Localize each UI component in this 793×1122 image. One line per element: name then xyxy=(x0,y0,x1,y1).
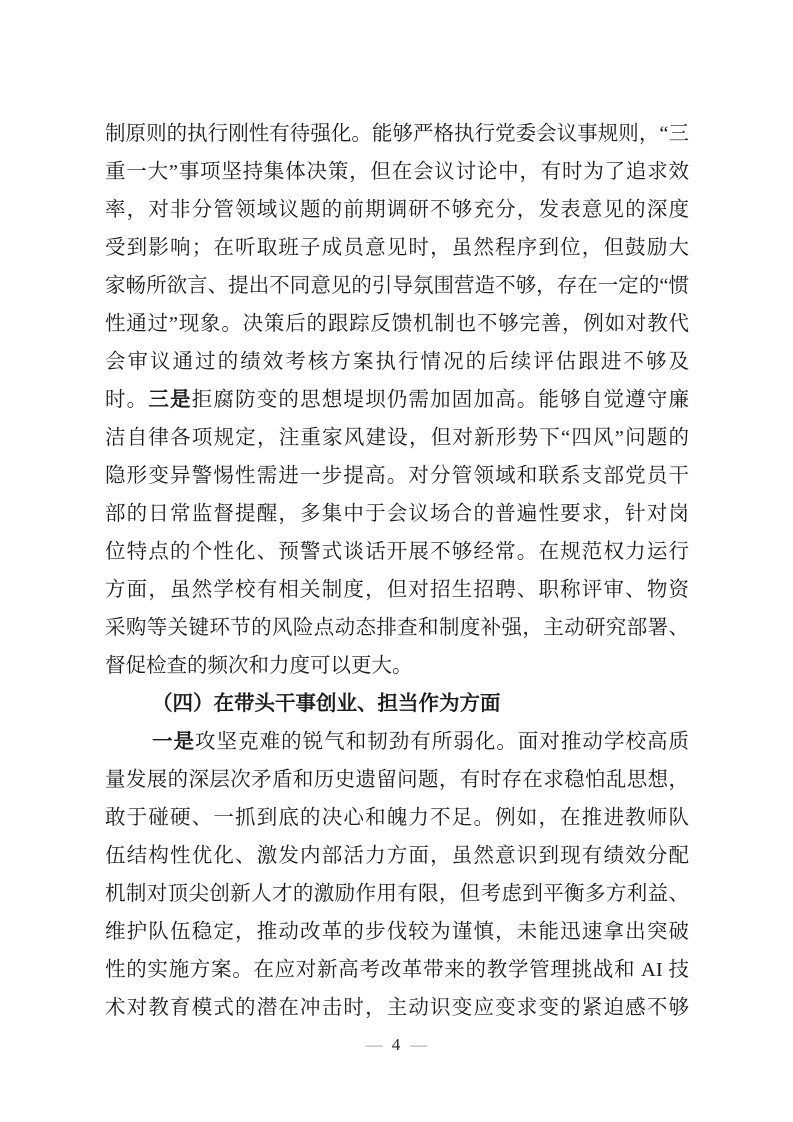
page-footer xyxy=(0,1033,793,1057)
text-run: 率，对非分管领域议题的前期调研不够充分，发表意见的深度 xyxy=(105,199,689,221)
text-run: 敢于碰硬、一抓到底的决心和魄力不足。例如，在推进教师队 xyxy=(105,807,689,829)
text-run: 重一大”事项坚持集体决策，但在会议讨论中，有时为了追求效 xyxy=(105,161,689,183)
section-heading xyxy=(105,685,689,723)
page-number: 4 xyxy=(391,1035,402,1054)
text-line xyxy=(105,343,689,381)
text-run: 采购等关键环节的风险点动态排查和制度补强，主动研究部署、 xyxy=(105,617,689,639)
text-line xyxy=(105,533,689,571)
text-line xyxy=(105,191,689,229)
footer-right-dash: — xyxy=(410,1035,428,1054)
text-line xyxy=(105,647,689,685)
text-run: 督促检查的频次和力度可以更大。 xyxy=(105,655,413,677)
text-run: 会审议通过的绩效考核方案执行情况的后续评估跟进不够及 xyxy=(105,351,689,373)
text-run: 洁自律各项规定，注重家风建设，但对新形势下“四风”问题的 xyxy=(105,427,689,449)
text-line xyxy=(105,571,689,609)
document-body xyxy=(105,115,689,1027)
text-line xyxy=(105,913,689,951)
text-run: 隐形变异警惕性需进一步提高。对分管领域和联系支部党员干 xyxy=(105,465,689,487)
text-line xyxy=(105,951,689,989)
text-run-bold: 三是 xyxy=(148,388,192,411)
section-4-body xyxy=(105,723,689,1027)
text-run: 部的日常监督提醒，多集中于会议场合的普遍性要求，针对岗 xyxy=(105,503,689,525)
text-line xyxy=(105,799,689,837)
text-run: 伍结构性优化、激发内部活力方面，虽然意识到现有绩效分配 xyxy=(105,845,689,867)
text-line xyxy=(105,609,689,647)
section-4-heading xyxy=(105,685,689,723)
text-run: 攻坚克难的锐气和韧劲有所弱化。面对推动学校高质 xyxy=(195,731,689,753)
text-line xyxy=(105,761,689,799)
text-line xyxy=(105,875,689,913)
text-line xyxy=(105,115,689,153)
text-run: 时。 xyxy=(105,389,149,411)
text-run: 术对教育模式的潜在冲击时，主动识变应变求变的紧迫感不够 xyxy=(105,997,689,1019)
text-run: 制原则的执行刚性有待强化。能够严格执行党委会议事规则，“三 xyxy=(105,123,689,145)
text-run: 机制对顶尖创新人才的激励作用有限，但考虑到平衡多方利益、 xyxy=(105,883,689,905)
text-line xyxy=(105,723,689,761)
text-run: 受到影响；在听取班子成员意见时，虽然程序到位，但鼓励大 xyxy=(105,237,689,259)
text-run-bold: （四）在带头干事创业、担当作为方面 xyxy=(152,692,501,715)
text-run: 性的实施方案。在应对新高考改革带来的教学管理挑战和 AI 技 xyxy=(105,959,689,981)
text-line xyxy=(105,837,689,875)
text-line xyxy=(105,495,689,533)
text-line xyxy=(105,153,689,191)
text-run: 性通过”现象。决策后的跟踪反馈机制也不够完善，例如对教代 xyxy=(105,313,689,335)
text-run: 量发展的深层次矛盾和历史遗留问题，有时存在求稳怕乱思想， xyxy=(105,769,689,791)
footer-left-dash: — xyxy=(365,1035,383,1054)
text-line xyxy=(105,381,689,419)
text-line xyxy=(105,267,689,305)
text-line xyxy=(105,989,689,1027)
paragraph-continued xyxy=(105,115,689,685)
text-line xyxy=(105,229,689,267)
text-run: 维护队伍稳定，推动改革的步伐较为谨慎，未能迅速拿出突破 xyxy=(105,921,689,943)
text-run: 家畅所欲言、提出不同意见的引导氛围营造不够，存在一定的“惯 xyxy=(105,275,689,297)
text-line xyxy=(105,305,689,343)
text-line xyxy=(105,457,689,495)
text-line xyxy=(105,419,689,457)
text-run: 方面，虽然学校有相关制度，但对招生招聘、职称评审、物资 xyxy=(105,579,689,601)
text-run: 拒腐防变的思想堤坝仍需加固加高。能够自觉遵守廉 xyxy=(191,389,689,411)
text-run-bold: 一是 xyxy=(152,730,196,753)
text-run: 位特点的个性化、预警式谈话开展不够经常。在规范权力运行 xyxy=(105,541,689,563)
